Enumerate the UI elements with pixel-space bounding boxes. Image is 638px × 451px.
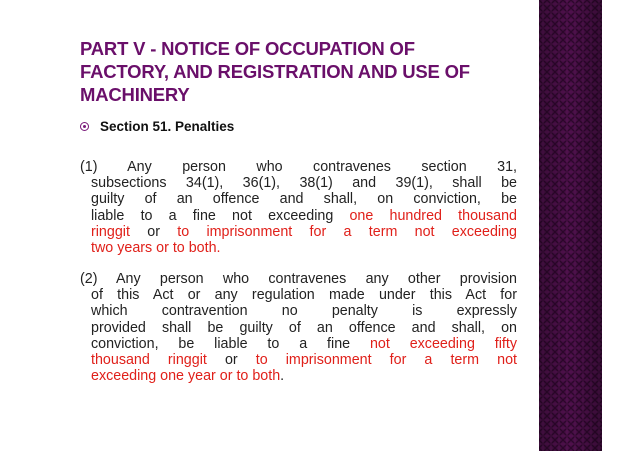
p1-highlight-imprisonment: to imprisonment for a term not exceeding: [177, 223, 517, 240]
p2-highlight-imprisonment: to imprisonment for a term not: [255, 352, 517, 369]
p2-highlight-term: exceeding one year or to both: [91, 368, 281, 385]
p2-highlight-fine: not exceeding fifty: [369, 335, 517, 352]
p2-line-5: conviction, be liable to a fine not exceeding fifty: [91, 335, 517, 352]
p2-line-6: thousand ringgit or to imprisonment for a term not: [91, 352, 517, 369]
p1-line-1: (1) Any person who contravenes section 31,: [80, 159, 517, 175]
p1-highlight-ringgit: ringgit: [91, 223, 130, 240]
p1-line-5: ringgit or to imprisonment for a term not exceeding: [91, 223, 517, 240]
p1-line-6: two years or to both.: [91, 240, 221, 257]
p2-line-1: (2) Any person who contravenes any other provision: [80, 271, 517, 287]
decorative-side-band: [539, 0, 602, 451]
p1-line-4: liable to a fine not exceeding one hundred thousand: [91, 207, 517, 224]
section-heading: [80, 119, 234, 134]
paragraph-1: [80, 159, 517, 256]
slide-title: [80, 37, 520, 106]
bullet-circle-icon: [80, 122, 89, 131]
paragraph-2: [80, 271, 517, 384]
p1-line-2: subsections 34(1), 36(1), 38(1) and 39(1), shall be: [91, 175, 517, 192]
title-line-1: PART V - NOTICE OF OCCUPATION OF: [80, 38, 415, 59]
p2-highlight-ringgit: thousand ringgit: [91, 352, 207, 369]
p2-line-7: exceeding one year or to both.: [91, 368, 285, 385]
title-line-2: FACTORY, AND REGISTRATION AND USE OF: [80, 61, 470, 82]
p2-line-4: provided shall be guilty of an offence and shall, on: [91, 319, 517, 336]
p2-line-3: which contravention no penalty is expressly: [91, 303, 517, 320]
section-heading-label: Section 51. Penalties: [100, 119, 235, 134]
title-line-3: MACHINERY: [80, 84, 190, 105]
p1-highlight-fine: one hundred thousand: [349, 207, 517, 224]
p1-line-3: guilty of an offence and shall, on conviction, be: [91, 191, 517, 208]
p2-line-2: of this Act or any regulation made under this Act for: [91, 287, 517, 304]
